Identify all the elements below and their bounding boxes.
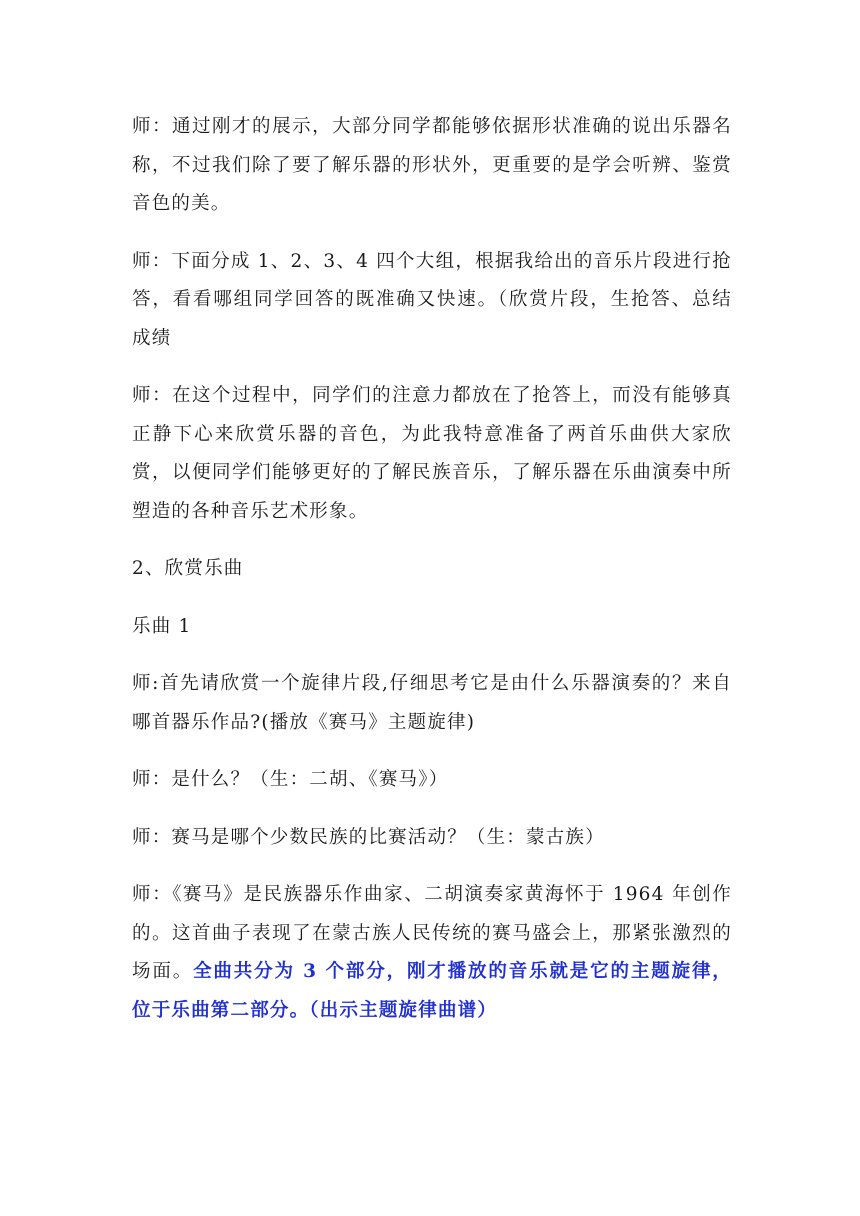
paragraph-shape-intro: 师：通过刚才的展示，大部分同学都能够依据形状准确的说出乐器名称，不过我们除了要了解乐器的形状外，更重要的是学会听辨、鉴赏音色的美。 (132, 116, 732, 214)
paragraph-what-is-it: 师：是什么？（生：二胡、《赛马》） (132, 769, 449, 790)
highlighted-theme-note: 全曲共分为 3 个部分，刚才播放的音乐就是它的主题旋律，位于乐曲第二部分。（出示主题旋律曲谱） (132, 961, 732, 1021)
document-page (132, 108, 732, 1049)
paragraph-listen-melody: 师:首先请欣赏一个旋律片段,仔细思考它是由什么乐器演奏的？来自哪首器乐作品?(播放《赛马》主题旋律) (132, 673, 732, 733)
paragraph-which-ethnic-group: 师：赛马是哪个少数民族的比赛活动？（生：蒙古族） (132, 826, 605, 848)
section-heading-appreciate-music: 2、欣赏乐曲 (132, 558, 244, 579)
subheading-piece-1: 乐曲 1 (132, 615, 192, 637)
paragraph-saima-background (132, 876, 732, 1030)
saima-description: 师：《赛马》是民族器乐作曲家、二胡演奏家黄海怀于 1964 年创作的。这首曲子表现了在蒙古族人民传统的赛马盛会上，那紧张激烈的场面。 (132, 884, 732, 982)
paragraph-timbre-appreciation: 师：在这个过程中，同学们的注意力都放在了抢答上，而没有能够真正静下心来欣赏乐器的音色，为此我特意准备了两首乐曲供大家欣赏，以便同学们能够更好的了解民族音乐，了解乐器在乐曲演奏中所塑造的各种音乐艺术形象。 (132, 385, 732, 522)
paragraph-group-quiz: 师：下面分成 1、2、3、4 四个大组，根据我给出的音乐片段进行抢答，看看哪组同学回答的既准确又快速。（欣赏片段，生抢答、总结成绩 (132, 250, 732, 349)
